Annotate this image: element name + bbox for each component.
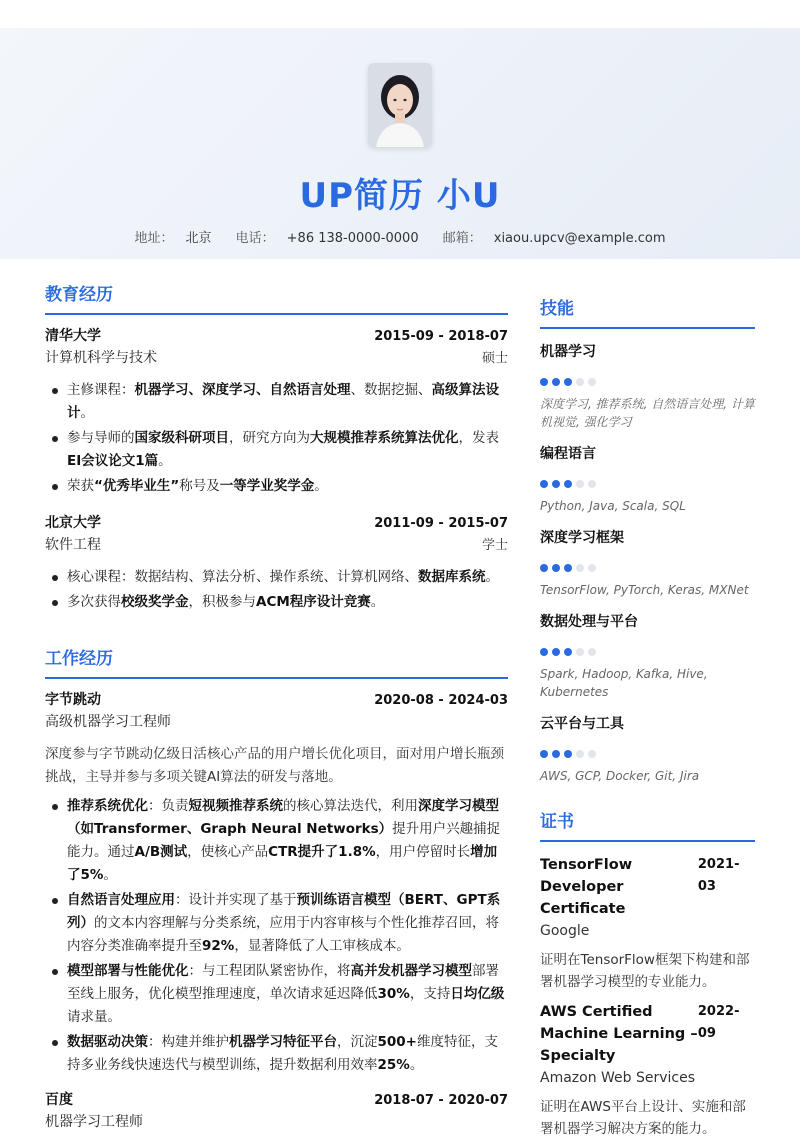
skill-level xyxy=(540,378,755,386)
certificate-name: TensorFlow Developer Certificate xyxy=(540,857,633,917)
bullet-list xyxy=(45,379,508,498)
skill-level-dot xyxy=(588,480,596,488)
contact-email: 邮箱： xiaou.upcv@example.com xyxy=(442,231,666,246)
education-title: 教育经历 xyxy=(45,280,508,315)
skills-list xyxy=(540,341,755,785)
skill-level-dot xyxy=(540,648,548,656)
skill-level-dot xyxy=(540,564,548,572)
skill-level-dot xyxy=(552,378,560,386)
skill-level-dot xyxy=(552,648,560,656)
skill-level-dot xyxy=(540,480,548,488)
certificate-date: 2021-03 xyxy=(697,857,740,894)
bullet-item: 参与导师的国家级科研项目，研究方向为大规模推荐系统算法优化，发表EI会议论文1篇。 xyxy=(45,427,508,473)
company-name: 百度 xyxy=(45,1092,73,1108)
skill-level xyxy=(540,750,755,758)
skill-desc: Spark, Hadoop, Kafka, Hive, Kubernetes xyxy=(540,667,708,699)
skill-level-dot xyxy=(552,480,560,488)
skill-level-dot xyxy=(564,750,572,758)
major: 软件工程 xyxy=(45,537,101,553)
certificate-date: 2022-09 xyxy=(697,1004,740,1041)
skill-name: 数据处理与平台 xyxy=(540,614,638,630)
top-margin xyxy=(0,0,800,28)
contact-info xyxy=(0,227,800,246)
main-column xyxy=(45,280,508,1131)
skill-level-dot xyxy=(588,648,596,656)
skill-level-dot xyxy=(564,378,572,386)
skill-level-dot xyxy=(552,564,560,572)
bullet-item: 数据驱动决策：构建并维护机器学习特征平台，沉淀500+维度特征，支持多业务线快速迭代与模型训练，提升数据利用效率25%。 xyxy=(45,1031,508,1077)
skill-level-dot xyxy=(552,750,560,758)
work-summary: 深度参与字节跳动亿级日活核心产品的用户增长优化项目，面对用户增长瓶颈挑战，主导并参与多项关键AI算法的研发与落地。 xyxy=(45,746,504,785)
certificate-issuer: Amazon Web Services xyxy=(540,1070,696,1086)
skill-desc: 深度学习, 推荐系统, 自然语言处理, 计算机视觉, 强化学习 xyxy=(540,397,755,429)
skill-level-dot xyxy=(588,564,596,572)
skill-level-dot xyxy=(540,378,548,386)
skill-item xyxy=(540,713,755,785)
school-name: 北京大学 xyxy=(45,515,101,531)
skill-desc: Python, Java, Scala, SQL xyxy=(540,499,686,513)
school-name: 清华大学 xyxy=(45,328,101,344)
side-column xyxy=(540,294,755,1148)
skill-level-dot xyxy=(576,648,584,656)
resume-header xyxy=(0,28,800,259)
job-role: 高级机器学习工程师 xyxy=(45,714,171,730)
date-range: 2018-07 - 2020-07 xyxy=(374,1093,508,1108)
bullet-item: 核心课程：数据结构、算法分析、操作系统、计算机网络、数据库系统。 xyxy=(45,566,508,589)
skill-desc: TensorFlow, PyTorch, Keras, MXNet xyxy=(540,583,749,597)
bullet-item: 荣获“优秀毕业生”称号及一等学业奖学金。 xyxy=(45,475,508,498)
skill-level-dot xyxy=(564,564,572,572)
certificates-title: 证书 xyxy=(540,807,755,842)
skill-level-dot xyxy=(576,378,584,386)
skill-level xyxy=(540,564,755,572)
skill-level-dot xyxy=(564,480,572,488)
skill-item xyxy=(540,611,755,701)
contact-phone: 电话： +86 138-0000-0000 xyxy=(235,231,419,246)
contact-address: 地址： 北京 xyxy=(134,231,212,246)
bullet-item: 模型部署与性能优化：与工程团队紧密协作，将高并发机器学习模型部署至线上服务，优化模型推理速度，单次请求延迟降低30%，支持日均亿级请求量。 xyxy=(45,960,508,1029)
skill-level-dot xyxy=(576,750,584,758)
date-range: 2020-08 - 2024-03 xyxy=(374,693,508,708)
certificate-desc: 证明在TensorFlow框架下构建和部署机器学习模型的专业能力。 xyxy=(540,952,750,990)
degree: 硕士 xyxy=(481,351,508,366)
certificate-item xyxy=(540,1001,755,1140)
bullet-item: 主修课程：机器学习、深度学习、自然语言处理、数据挖掘、高级算法设计。 xyxy=(45,379,508,425)
date-range: 2011-09 - 2015-07 xyxy=(374,516,508,531)
skill-desc: AWS, GCP, Docker, Git, Jira xyxy=(540,769,700,783)
skill-item xyxy=(540,443,755,515)
company-name: 字节跳动 xyxy=(45,692,101,708)
skill-item xyxy=(540,527,755,599)
education-entry xyxy=(45,512,508,614)
skill-level-dot xyxy=(540,750,548,758)
work-entry xyxy=(45,689,508,1077)
date-range: 2015-09 - 2018-07 xyxy=(374,329,508,344)
skill-name: 编程语言 xyxy=(540,446,596,462)
bullet-list xyxy=(45,566,508,614)
skill-level-dot xyxy=(576,564,584,572)
skill-level-dot xyxy=(588,750,596,758)
skill-level-dot xyxy=(588,378,596,386)
certificates-list xyxy=(540,854,755,1140)
work-title: 工作经历 xyxy=(45,644,508,679)
degree: 学士 xyxy=(481,538,508,553)
skill-item xyxy=(540,341,755,431)
bullet-list xyxy=(45,795,508,1077)
work-entry xyxy=(45,1089,508,1131)
skill-level xyxy=(540,648,755,656)
skill-name: 深度学习框架 xyxy=(540,530,624,546)
certificate-desc: 证明在AWS平台上设计、实施和部署机器学习解决方案的能力。 xyxy=(540,1099,746,1137)
profile-photo xyxy=(368,63,432,147)
skills-title: 技能 xyxy=(540,294,755,329)
skill-level-dot xyxy=(576,480,584,488)
skill-name: 云平台与工具 xyxy=(540,716,624,732)
certificate-issuer: Google xyxy=(540,923,590,939)
job-role: 机器学习工程师 xyxy=(45,1114,143,1130)
bullet-item: 自然语言处理应用：设计并实现了基于预训练语言模型（BERT、GPT系列）的文本内容理解与分类系统，应用于内容审核与个性化推荐召回，将内容分类准确率提升至92%，显著降低了人工审核成本。 xyxy=(45,889,508,958)
bullet-item: 多次获得校级奖学金，积极参与ACM程序设计竞赛。 xyxy=(45,591,508,614)
education-entry xyxy=(45,325,508,498)
major: 计算机科学与技术 xyxy=(45,350,157,366)
skill-name: 机器学习 xyxy=(540,344,596,360)
certificate-name: AWS Certified Machine Learning – Specialty xyxy=(540,1004,698,1064)
skill-level xyxy=(540,480,755,488)
bullet-item: 推荐系统优化：负责短视频推荐系统的核心算法迭代，利用深度学习模型（如Transformer、Graph Neural Networks）提升用户兴趣捕捉能力。通过A/B测试，使核心产品CTR提升了1.8%，用户停留时长增加了5%。 xyxy=(45,795,508,887)
certificate-item xyxy=(540,854,755,993)
skill-level-dot xyxy=(564,648,572,656)
candidate-name: UP简历 小U xyxy=(299,176,501,216)
